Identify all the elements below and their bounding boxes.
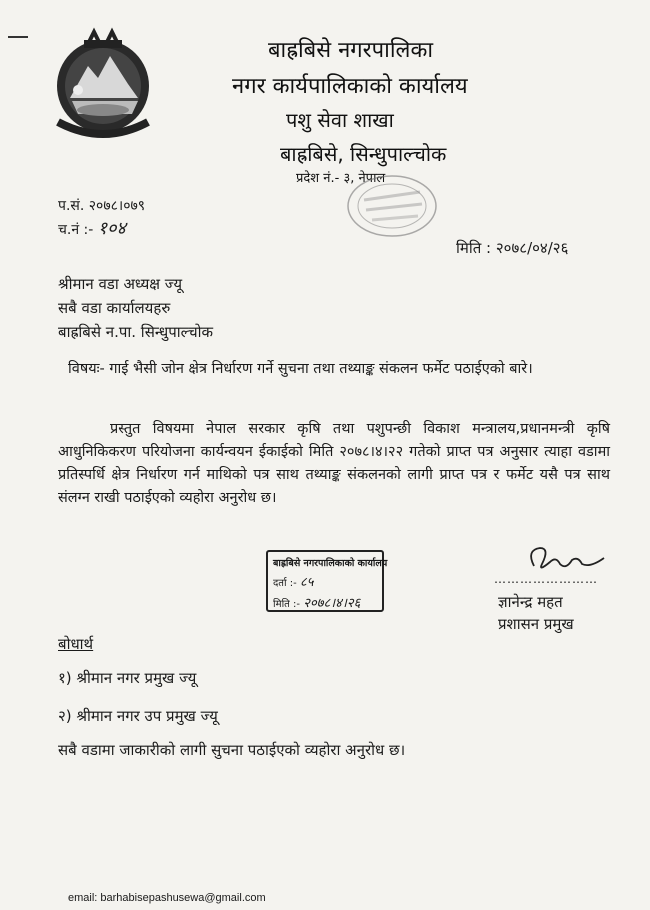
footer-email: email: barhabisepashusewa@gmail.com: [68, 892, 266, 904]
office-seal-stamp: [320, 170, 440, 240]
registration-stamp-title: बाह्रबिसे नगरपालिकाको कार्यालय: [273, 558, 388, 569]
bodhartha-item-2: २) श्रीमान नगर उप प्रमुख ज्यू: [58, 707, 218, 725]
registration-darta-label: दर्ता :-: [273, 578, 297, 589]
registration-miti: [273, 593, 377, 611]
letter-date: मिति : २०७८/०४/२६: [456, 239, 569, 257]
signature-line: ……………………: [494, 572, 598, 586]
addressee-line-2: सबै वडा कार्यालयहरु: [58, 299, 171, 317]
addressee-line-1: श्रीमान वडा अध्यक्ष ज्यू: [58, 275, 183, 293]
letterhead-province: प्रदेश नं.- ३, नेपाल: [296, 171, 386, 186]
reference-number: प.सं. २०७८।०७९: [58, 198, 146, 214]
letter-subject: विषयः- गाई भैसी जोन क्षेत्र निर्धारण गर्ने सुचना तथा तथ्याङ्क संकलन फर्मेट पठाईएको बारे।: [68, 361, 533, 377]
bodhartha-heading: बोधार्थ: [58, 635, 94, 653]
registration-miti-label: मिति :-: [273, 599, 301, 610]
letterhead-municipality: बाह्रबिसे नगरपालिका: [268, 38, 434, 63]
signatory-title: प्रशासन प्रमुख: [498, 615, 574, 633]
registration-miti-value: २०७८।४।२६: [303, 596, 361, 611]
dispatch-number-label: च.नं :-: [58, 222, 94, 238]
signatory-name: ज्ञानेन्द्र महत: [498, 593, 563, 611]
registration-stamp: [266, 550, 388, 612]
dispatch-number: [58, 216, 126, 240]
nepal-emblem-logo: [48, 26, 158, 142]
letterhead-section: पशु सेवा शाखा: [286, 108, 394, 132]
bodhartha-item-1: १) श्रीमान नगर प्रमुख ज्यू: [58, 669, 197, 687]
corner-mark: [8, 36, 28, 38]
registration-darta-value: ८५: [299, 575, 314, 590]
registration-darta: [273, 572, 377, 590]
dispatch-number-value: १०४: [97, 218, 126, 239]
letterhead-office: नगर कार्यपालिकाको कार्यालय: [232, 74, 468, 99]
letter-body: प्रस्तुत विषयमा नेपाल सरकार कृषि तथा पशुपन्छी विकाश मन्त्रालय,प्रधानमन्त्री कृषि आधुनिकिकरण परियोजना कार्यन्वयन ईकाईको मिति २०७८।४।२२ गतेको प्राप्त पत्र अनुसार त्याहा वडामा प्रतिस्पर्धि क्षेत्र निर्धारण गर्न माथिको पत्र साथ तथ्याङ्क संकलनको लागी प्राप्त पत्र र फर्मेट यसै पत्र साथ संलग्न राखी पठाईएको व्यहोरा अनुरोध छ।: [58, 421, 610, 506]
bodhartha-closing: सबै वडामा जाकारीको लागी सुचना पठाईएको व्यहोरा अनुरोध छ।: [58, 741, 406, 759]
addressee-line-3: बाह्रबिसे न.पा. सिन्धुपाल्चोक: [58, 323, 214, 341]
letterhead-location: बाह्रबिसे, सिन्धुपाल्चोक: [280, 142, 447, 166]
